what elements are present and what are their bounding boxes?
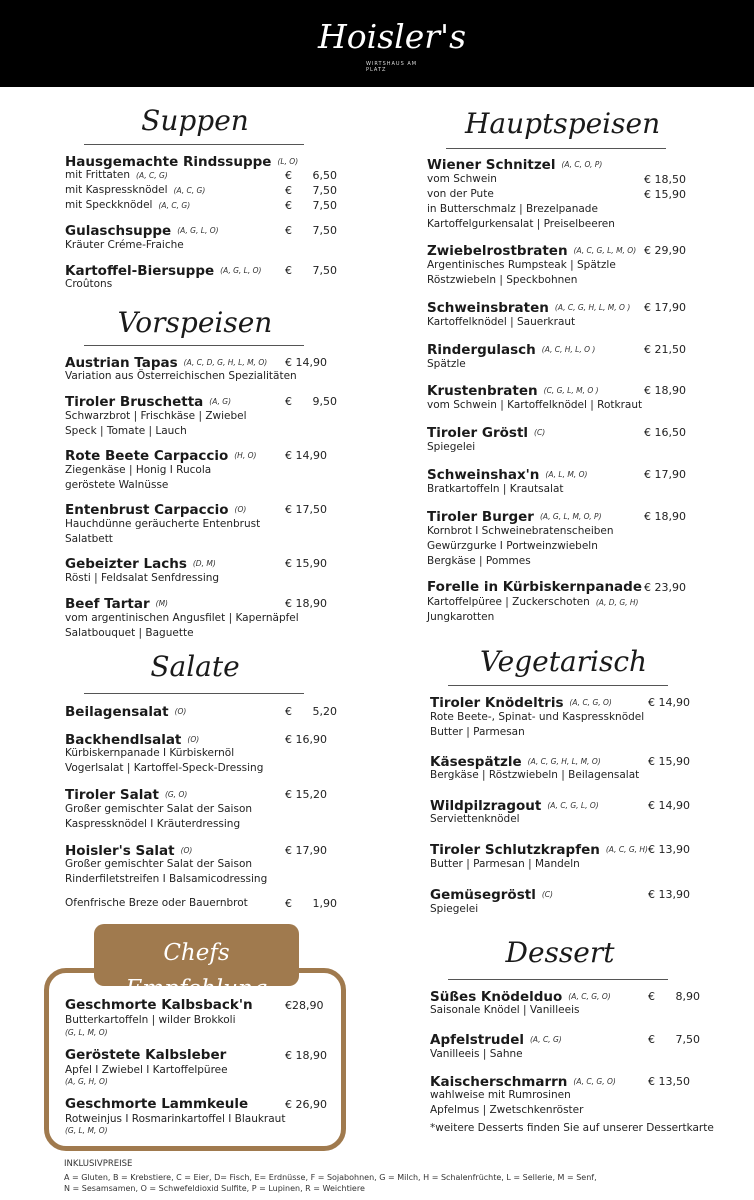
item-name: Tiroler Knödeltris xyxy=(430,695,564,711)
item-allergens: (A, G) xyxy=(209,397,231,406)
section-title-vegetarisch: Vegetarisch xyxy=(480,645,648,678)
logo-tagline: WIRTSHAUS AM PLATZ xyxy=(366,61,418,73)
item-name: Hausgemachte Rindssuppe xyxy=(65,154,272,170)
item-description: Argentinisches Rumpsteak | Spätzle xyxy=(427,259,616,271)
item-allergens: (A, G, L, O) xyxy=(177,226,219,235)
section-rule xyxy=(84,144,304,145)
item-name: Beef Tartar xyxy=(65,596,150,612)
footer-allergen-legend: N = Sesamsamen, O = Schwefeldioxid Sulfite, P = Lupinen, R = Weichtiere xyxy=(64,1184,365,1193)
item-price: € 17,50 xyxy=(285,503,327,516)
item-allergens: (A, G, H, O) xyxy=(65,1077,108,1086)
section-title-hauptspeisen: Hauptspeisen xyxy=(465,107,661,140)
item-price: € 15,90 xyxy=(285,557,327,570)
item-name: Süßes Knödelduo xyxy=(430,989,563,1005)
item-price: € 14,90 xyxy=(648,696,690,709)
item-allergens: (M) xyxy=(155,599,168,608)
item-name: Wiener Schnitzel xyxy=(427,157,556,173)
item-description: vom argentinischen Angusfilet | Kapernäpfel xyxy=(65,612,299,624)
item-price: € 18,90 xyxy=(644,510,686,523)
item-description: Kartoffelknödel | Sauerkraut xyxy=(427,316,576,328)
item-allergens: (A, C, G) xyxy=(529,1035,562,1044)
restaurant-logo: Hoisler's xyxy=(318,17,467,56)
item-description: Kornbrot I Schweinebratenscheiben xyxy=(427,525,614,537)
item-description: Ziegenkäse | Honig I Rucola xyxy=(65,464,212,476)
item-description: Salatbett xyxy=(65,533,113,545)
item-price: € 18,90 xyxy=(285,1049,327,1062)
item-description: Röstzwiebeln | Speckbohnen xyxy=(427,274,578,286)
item-name: Geschmorte Lammkeule xyxy=(65,1096,249,1112)
item-price: € 13,50 xyxy=(648,1075,690,1088)
item-name: Hoisler's Salat xyxy=(65,843,175,859)
item-price: € 26,90 xyxy=(285,1098,327,1111)
item-name: Schweinsbraten xyxy=(427,300,549,316)
item-allergens: (C) xyxy=(534,428,546,437)
item-allergens: (O) xyxy=(187,735,200,744)
item-price: € 6,50 xyxy=(285,169,337,182)
item-name: Backhendlsalat xyxy=(65,732,182,748)
section-rule xyxy=(446,148,666,149)
section-rule xyxy=(448,979,668,980)
item-description: Apfel I Zwiebel I Kartoffelpüree xyxy=(65,1064,228,1076)
item-name: Apfelstrudel xyxy=(430,1032,524,1048)
item-description: Kartoffelpüree | Zuckerschoten (A, D, G, H) xyxy=(427,596,639,608)
item-name: Schweinshax'n xyxy=(427,467,540,483)
item-name: Beilagensalat xyxy=(65,704,169,720)
item-name: Tiroler Schlutzkrapfen xyxy=(430,842,600,858)
item-price: € 14,90 xyxy=(285,449,327,462)
item-allergens: (C, G, L, M, O ) xyxy=(543,386,599,395)
item-price: € 15,90 xyxy=(648,755,690,768)
section-title-dessert: Dessert xyxy=(505,936,615,969)
item-price: € 16,50 xyxy=(644,426,686,439)
header-bar xyxy=(0,0,754,87)
item-description: Bergkäse | Pommes xyxy=(427,555,531,567)
item-allergens: (A, C, O, P) xyxy=(561,160,603,169)
variant-label: vom Schwein xyxy=(427,173,497,185)
item-description: Butter | Parmesan xyxy=(430,726,525,738)
item-name: Gemüsegröstl xyxy=(430,887,536,903)
item-allergens: (A, C, H, L, O ) xyxy=(541,345,596,354)
dessert-note: *weitere Desserts finden Sie auf unserer Dessertkarte xyxy=(430,1122,714,1134)
item-price: € 17,90 xyxy=(644,301,686,314)
item-price: € 21,50 xyxy=(644,343,686,356)
item-description: Ofenfrische Breze oder Bauernbrot xyxy=(65,897,248,909)
item-allergens: (A, C, G, L, M, O) xyxy=(573,246,637,255)
item-allergens: (G, L, M, O) xyxy=(65,1126,108,1135)
item-description: Kaspressknödel I Kräuterdressing xyxy=(65,818,241,830)
item-name: Kartoffel-Biersuppe xyxy=(65,263,215,279)
item-description: Vogerlsalat | Kartoffel-Speck-Dressing xyxy=(65,762,264,774)
section-title-chefs: Chefs Empfehlung xyxy=(125,940,268,1002)
item-name: Austrian Tapas xyxy=(65,355,178,371)
item-name: Krustenbraten xyxy=(427,383,538,399)
item-description: Variation aus Österreichischen Spezialitäten xyxy=(65,370,297,382)
section-title-vorspeisen: Vorspeisen xyxy=(117,306,273,339)
item-allergens: (G, L, M, O) xyxy=(65,1028,108,1037)
item-description: Kartoffelgurkensalat | Preiselbeeren xyxy=(427,218,615,230)
item-price: € 16,90 xyxy=(285,733,327,746)
item-allergens: (O) xyxy=(174,707,187,716)
item-allergens: (H, O) xyxy=(234,451,257,460)
item-description: Rotweinjus I Rosmarinkartoffel I Blaukraut xyxy=(65,1113,286,1125)
item-allergens: (A, D, G, H) xyxy=(595,598,639,607)
item-description: Spiegelei xyxy=(430,903,479,915)
item-allergens: (G, O) xyxy=(164,790,188,799)
footer-title: INKLUSIVPREISE xyxy=(64,1159,133,1169)
item-price: € 5,20 xyxy=(285,705,337,718)
item-description: Schwarzbrot | Frischkäse | Zwiebel xyxy=(65,410,247,422)
item-allergens: (L, O) xyxy=(277,157,299,166)
section-rule xyxy=(84,693,304,694)
item-name: Rote Beete Carpaccio xyxy=(65,448,229,464)
item-allergens: (A, C, G, H) xyxy=(605,845,648,854)
section-title-salate: Salate xyxy=(150,650,240,683)
item-price: € 17,90 xyxy=(644,468,686,481)
item-description: Spiegelei xyxy=(427,441,476,453)
item-name: Wildpilzragout xyxy=(430,798,542,814)
item-price: € 18,50 xyxy=(644,173,686,186)
item-description: wahlweise mit Rumrosinen xyxy=(430,1089,571,1101)
item-price: € 15,20 xyxy=(285,788,327,801)
item-price: € 18,90 xyxy=(285,597,327,610)
item-allergens: (C) xyxy=(541,890,553,899)
item-price: € 8,90 xyxy=(648,990,700,1003)
item-allergens: (A, C, G, O) xyxy=(569,698,612,707)
item-allergens: (A, C, G, O) xyxy=(573,1077,616,1086)
item-description: Bergkäse | Röstzwiebeln | Beilagensalat xyxy=(430,769,640,781)
item-name: Forelle in Kürbiskernpanade xyxy=(427,579,642,595)
section-rule xyxy=(448,685,668,686)
item-allergens: (A, C, G, O) xyxy=(568,992,611,1001)
item-description: Jungkarotten xyxy=(427,611,495,623)
item-description: Croûtons xyxy=(65,278,113,290)
item-name: Geschmorte Kalbsback'n xyxy=(65,997,253,1013)
item-price: € 14,90 xyxy=(648,799,690,812)
item-price: € 29,90 xyxy=(644,244,686,257)
item-price: € 1,90 xyxy=(285,897,337,910)
item-allergens: (A, C, D, G, H, L, M, O) xyxy=(183,358,268,367)
item-description: Kräuter Créme-Fraiche xyxy=(65,239,184,251)
item-name: Käsespätzle xyxy=(430,754,522,770)
variant-label: mit Speckknödel (A, C, G) xyxy=(65,199,191,211)
item-allergens: (A, G, L, O) xyxy=(220,266,262,275)
item-price: € 7,50 xyxy=(285,224,337,237)
item-description: Vanilleeis | Sahne xyxy=(430,1048,523,1060)
item-description: Speck | Tomate | Lauch xyxy=(65,425,187,437)
item-description: Großer gemischter Salat der Saison xyxy=(65,858,253,870)
item-price: € 18,90 xyxy=(644,384,686,397)
item-allergens: (A, C, G, H, L, M, O) xyxy=(527,757,601,766)
item-name: Tiroler Gröstl xyxy=(427,425,529,441)
section-title-suppen: Suppen xyxy=(141,104,249,137)
item-description: in Butterschmalz | Brezelpanade xyxy=(427,203,598,215)
item-name: Rindergulasch xyxy=(427,342,536,358)
item-price: € 14,90 xyxy=(285,356,327,369)
item-allergens: (D, M) xyxy=(192,559,216,568)
section-rule xyxy=(84,345,304,346)
item-allergens: (A, G, L, M, O, P) xyxy=(539,512,602,521)
item-price: € 7,50 xyxy=(648,1033,700,1046)
variant-label: mit Kaspressknödel (A, C, G) xyxy=(65,184,206,196)
item-allergens: (A, L, M, O) xyxy=(545,470,588,479)
item-name: Gulaschsuppe xyxy=(65,223,172,239)
item-name: Tiroler Bruschetta xyxy=(65,394,204,410)
item-allergens: (A, C, G, L, O) xyxy=(547,801,599,810)
item-allergens: (O) xyxy=(180,846,193,855)
item-name: Tiroler Burger xyxy=(427,509,534,525)
item-price: € 9,50 xyxy=(285,395,337,408)
item-price: € 7,50 xyxy=(285,184,337,197)
variant-label: von der Pute xyxy=(427,188,494,200)
item-name: Tiroler Salat xyxy=(65,787,159,803)
item-price: € 17,90 xyxy=(285,844,327,857)
item-description: Kürbiskernpanade I Kürbiskernöl xyxy=(65,747,235,759)
item-price: € 13,90 xyxy=(648,888,690,901)
item-price: €28,90 xyxy=(285,999,324,1012)
item-price: € 15,90 xyxy=(644,188,686,201)
item-name: Zwiebelrostbraten xyxy=(427,243,568,259)
item-description: Hauchdünne geräucherte Entenbrust xyxy=(65,518,261,530)
item-name: Entenbrust Carpaccio xyxy=(65,502,229,518)
item-description: Spätzle xyxy=(427,358,466,370)
item-description: geröstete Walnüsse xyxy=(65,479,169,491)
item-description: Rösti | Feldsalat Senfdressing xyxy=(65,572,220,584)
item-description: Butterkartoffeln | wilder Brokkoli xyxy=(65,1014,236,1026)
item-name: Kaischerschmarrn xyxy=(430,1074,568,1090)
item-description: vom Schwein | Kartoffelknödel | Rotkraut xyxy=(427,399,643,411)
item-description: Serviettenknödel xyxy=(430,813,520,825)
item-description: Saisonale Knödel | Vanilleeis xyxy=(430,1004,580,1016)
item-description: Gewürzgurke I Portweinzwiebeln xyxy=(427,540,598,552)
footer-allergen-legend: A = Gluten, B = Krebstiere, C = Eier, D= Fisch, E= Erdnüsse, F = Sojabohnen, G = Milch, H = Schalenfrüchte, L = Sellerie, M = Senf, xyxy=(64,1173,597,1182)
item-price: € 23,90 xyxy=(644,581,686,594)
item-allergens: (A, C, G, H, L, M, O ) xyxy=(554,303,631,312)
item-description: Rote Beete-, Spinat- und Kaspressknödel xyxy=(430,711,645,723)
item-description: Großer gemischter Salat der Saison xyxy=(65,803,253,815)
item-price: € 7,50 xyxy=(285,264,337,277)
item-name: Geröstete Kalbsleber xyxy=(65,1047,227,1063)
item-description: Salatbouquet | Baguette xyxy=(65,627,194,639)
item-description: Apfelmus | Zwetschkenröster xyxy=(430,1104,584,1116)
item-description: Butter | Parmesan | Mandeln xyxy=(430,858,580,870)
variant-label: mit Frittaten (A, C, G) xyxy=(65,169,168,181)
item-description: Rinderfiletstreifen I Balsamicodressing xyxy=(65,873,268,885)
item-allergens: (O) xyxy=(234,505,247,514)
item-price: € 7,50 xyxy=(285,199,337,212)
item-name: Gebeizter Lachs xyxy=(65,556,187,572)
item-description: Bratkartoffeln | Krautsalat xyxy=(427,483,564,495)
item-price: € 13,90 xyxy=(648,843,690,856)
